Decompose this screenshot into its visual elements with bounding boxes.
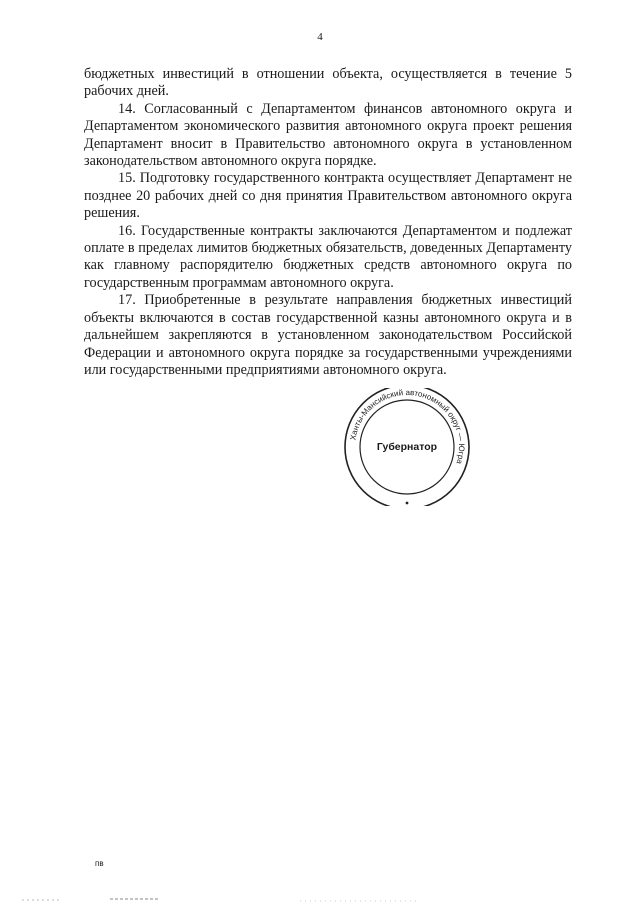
paragraph-15: 15. Подготовку государственного контракта осуществляет Департамент не позднее 20 рабочих дней со дня принятия Правительством автономного округа решения. (84, 170, 572, 222)
page-number: 4 (317, 31, 323, 43)
paragraph-16: 16. Государственные контракты заключаются Департаментом и подлежат оплате в пределах лимитов бюджетных обязательств, доведенных Департаменту как главному распорядителю бюджетных средств автономного округа по государственным программам автономного округа. (84, 222, 572, 291)
seal-star-icon (406, 502, 409, 505)
seal-center-text: Губернатор (376, 441, 438, 453)
document-body (84, 66, 572, 379)
footer-code: пв (95, 859, 104, 868)
paragraph-continuation: бюджетных инвестиций в отношении объекта, осуществляется в течение 5 рабочих дней. (84, 66, 572, 100)
scan-artifact-marks (0, 895, 640, 905)
paragraph-14: 14. Согласованный с Департаментом финансов автономного округа и Департаментом экономического развития автономного округа проект решения Департамент вносит в Правительство автономного округа в установленном законодательством автономного округа порядке. (84, 100, 572, 170)
seal-ring-text: Ханты-Мансийский автономный округ — Югра (348, 388, 467, 466)
governor-seal (340, 388, 475, 506)
seal-graphic (340, 388, 475, 506)
paragraph-17: 17. Приобретенные в результате направления бюджетных инвестиций объекты включаются в состав государственной казны автономного округа и в дальнейшем закрепляются в установленном законодательством Российской Федерации и автономного округа порядке за государственными учреждениями или государственными предприятиями автономного округа. (84, 292, 572, 378)
